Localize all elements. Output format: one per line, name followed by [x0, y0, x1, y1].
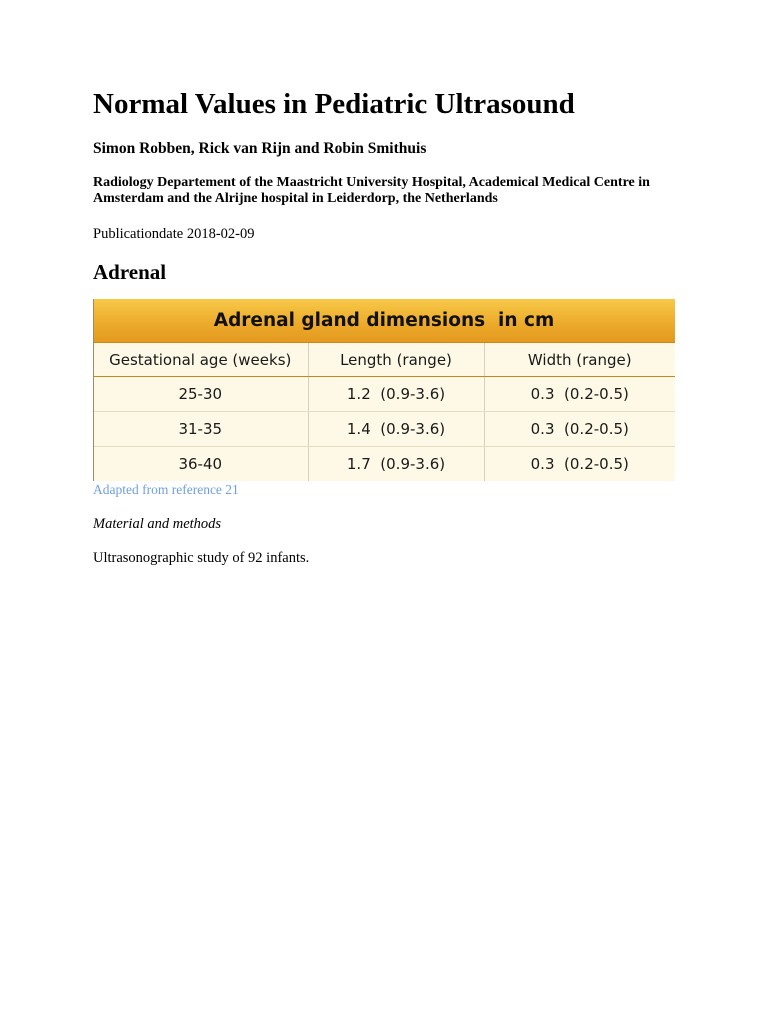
publication-date: Publicationdate 2018-02-09	[93, 226, 255, 242]
affiliation-text: Radiology Departement of the Maastricht University Hospital, Academical Medical Centre in Amsterdam and the Alrijne hospital in Leiderdorp, the Netherlands	[93, 175, 650, 206]
adrenal-dimensions-table	[93, 343, 675, 481]
column-header-length: Length (range)	[308, 343, 484, 377]
cell-gestational-age: 25-30	[93, 377, 308, 412]
authors-line: Simon Robben, Rick van Rijn and Robin Smithuis	[93, 140, 427, 157]
table-header-row	[93, 343, 675, 377]
cell-width: 0.3 (0.2-0.5)	[484, 412, 675, 447]
cell-length: 1.2 (0.9-3.6)	[308, 377, 484, 412]
table-row	[93, 412, 675, 447]
table-row	[93, 447, 675, 482]
table-row	[93, 377, 675, 412]
column-header-width: Width (range)	[484, 343, 675, 377]
cell-width: 0.3 (0.2-0.5)	[484, 377, 675, 412]
methods-text: Ultrasonographic study of 92 infants.	[93, 550, 310, 566]
methods-heading: Material and methods	[93, 516, 222, 532]
table-left-border	[93, 299, 94, 481]
cell-gestational-age: 31-35	[93, 412, 308, 447]
section-heading-adrenal: Adrenal	[93, 260, 167, 284]
cell-width: 0.3 (0.2-0.5)	[530, 455, 629, 473]
table-title-banner: Adrenal gland dimensions in cm	[93, 299, 675, 343]
cell-length: 1.4 (0.9-3.6)	[308, 412, 484, 447]
cell-gestational-age: 36-40	[93, 447, 308, 482]
adrenal-dimensions-table-figure	[93, 299, 675, 481]
adapted-from-reference-link[interactable]: Adapted from reference 21	[93, 482, 239, 497]
cell-length: 1.7 (0.9-3.6)	[308, 447, 484, 482]
column-header-gestational-age: Gestational age (weeks)	[93, 343, 308, 377]
page-title: Normal Values in Pediatric Ultrasound	[93, 88, 575, 120]
